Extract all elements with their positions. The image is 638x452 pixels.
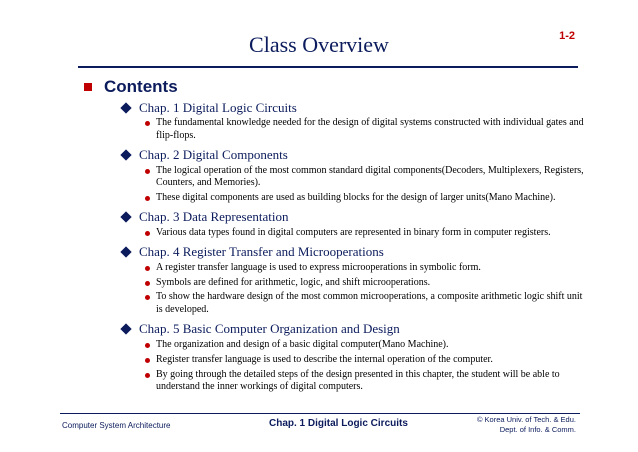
point-text: Register transfer language is used to describe the internal operation of the computer. [156,353,493,365]
point-text: Symbols are defined for arithmetic, logic, and shift microoperations. [156,276,431,288]
chapter-heading [121,208,591,227]
list-item [121,262,591,275]
list-item [121,369,591,395]
list-item [121,277,591,290]
dot-bullet-icon [145,121,150,126]
point-text: To show the hardware design of the most common microoperations, a composite arithmetic logic shift unit is developed. [156,291,583,316]
chapter-list [121,98,591,397]
point-text: The organization and design of a basic digital computer(Mano Machine). [156,338,449,350]
point-text: The fundamental knowledge needed for the design of digital systems constructed with individual gates and flip-flops. [156,117,584,141]
footer-divider [60,413,580,414]
contents-label: Contents [104,77,178,96]
chapter-points [121,339,591,394]
point-text: By going through the detailed steps of the design presented in this chapter, the student will be able to understand the inner workings of digital computers. [156,368,560,393]
list-item [121,339,591,352]
chapter-item [121,320,591,394]
chapter-title: Chap. 4 Register Transfer and Microoperations [139,244,384,260]
dot-bullet-icon [145,295,150,300]
footer-institution-line2: Dept. of Info. & Comm. [499,425,576,434]
chapter-heading [121,243,591,262]
diamond-bullet-icon [120,149,131,160]
list-item [121,227,591,240]
chapter-item [121,146,591,205]
diamond-bullet-icon [120,324,131,335]
list-item [121,192,591,205]
contents-heading [84,77,178,97]
dot-bullet-icon [145,266,150,271]
point-text: These digital components are used as building blocks for the design of larger units(Mano Machine). [156,192,556,204]
slide-title: Class Overview [249,32,389,57]
chapter-points [121,227,591,240]
dot-bullet-icon [145,231,150,236]
chapter-title: Chap. 3 Data Representation [139,209,289,225]
dot-bullet-icon [145,196,150,201]
chapter-points [121,262,591,317]
footer-chapter: Chap. 1 Digital Logic Circuits [269,418,408,429]
chapter-points [121,165,591,205]
list-item [121,165,591,191]
dot-bullet-icon [145,343,150,348]
chapter-heading [121,98,591,117]
chapter-title: Chap. 5 Basic Computer Organization and Design [139,321,400,337]
title-divider [78,66,578,68]
dot-bullet-icon [145,373,150,378]
footer-institution-line1: © Korea Univ. of Tech. & Edu. [476,415,576,424]
chapter-title: Chap. 2 Digital Components [139,147,288,163]
chapter-points [121,117,591,143]
chapter-item [121,208,591,240]
dot-bullet-icon [145,358,150,363]
list-item [121,354,591,367]
list-item [121,117,591,143]
footer-course: Computer System Architecture [62,421,171,430]
page-number: 1-2 [559,30,575,42]
list-item [121,291,591,317]
point-text: Various data types found in digital computers are represented in binary form in computer registers. [156,226,551,238]
square-bullet-icon [84,83,92,91]
diamond-bullet-icon [120,212,131,223]
chapter-item [121,98,591,143]
point-text: The logical operation of the most common standard digital components(Decoders, Multiplexers, Registers, Counters, and Memories). [156,164,584,189]
dot-bullet-icon [145,169,150,174]
chapter-item [121,243,591,317]
diamond-bullet-icon [120,102,131,113]
footer-institution [477,415,576,435]
diamond-bullet-icon [120,247,131,258]
point-text: A register transfer language is used to express microoperations in symbolic form. [156,261,481,273]
chapter-title: Chap. 1 Digital Logic Circuits [139,99,297,115]
chapter-heading [121,320,591,339]
dot-bullet-icon [145,281,150,286]
chapter-heading [121,146,591,165]
